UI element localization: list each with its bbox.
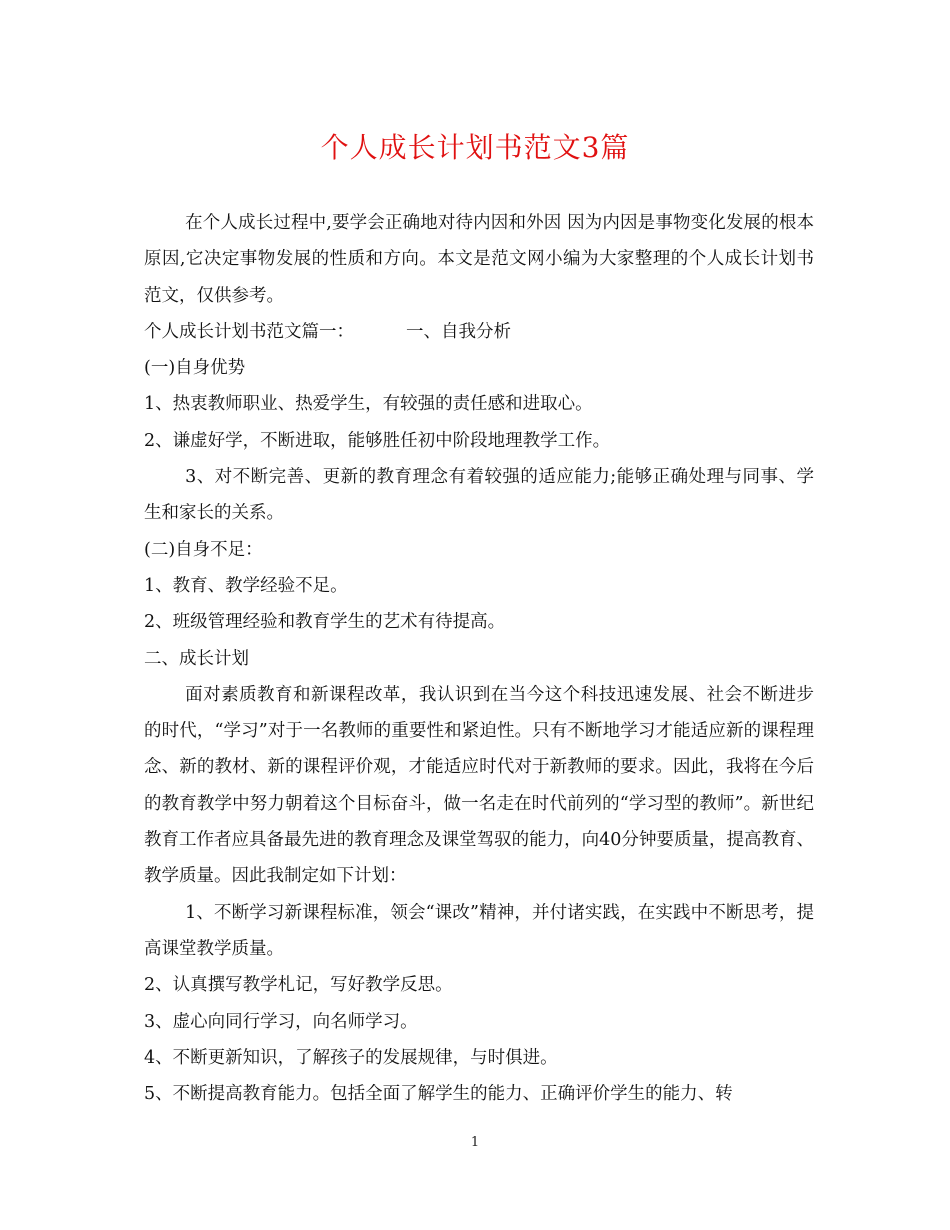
list-item: 1、不断学习新课程标准，领会“课改”精神，并付诸实践，在实践中不断思考，提高课堂教学质量。 — [144, 902, 814, 959]
page-number: 1 — [470, 1135, 480, 1150]
subheading: (二)自身不足： — [144, 539, 263, 560]
list-item: 4、不断更新知识，了解孩子的发展规律，与时俱进。 — [144, 1047, 558, 1068]
intro-paragraph: 在个人成长过程中,要学会正确地对待内因和外因 因为内因是事物变化发展的根本原因,它决定事物发展的性质和方向。本文是范文网小编为大家整理的个人成长计划书范文，仅供参考。 — [144, 213, 814, 306]
list-item: 2、谦虚好学，不断进取，能够胜任初中阶段地理教学工作。 — [144, 430, 611, 451]
section-heading: 一、自我分析 — [406, 321, 511, 342]
list-item: 3、对不断完善、更新的教育理念有着较强的适应能力;能够正确处理与同事、学生和家长的关系。 — [144, 467, 814, 524]
list-item: 1、教育、教学经验不足。 — [144, 575, 348, 596]
section-heading: 二、成长计划 — [144, 648, 249, 669]
list-item: 2、班级管理经验和教育学生的艺术有待提高。 — [144, 612, 506, 633]
section-heading-line — [144, 314, 814, 350]
list-item: 5、不断提高教育能力。包括全面了解学生的能力、正确评价学生的能力、转 — [144, 1084, 733, 1105]
document-title: 个人成长计划书范文3篇 — [320, 131, 630, 164]
chapter-heading: 个人成长计划书范文篇一： — [144, 321, 354, 342]
subheading: (一)自身优势 — [144, 358, 246, 379]
body-paragraph: 面对素质教育和新课程改革，我认识到在当今这个科技迅速发展、社会不断进步的时代，“学习”对于一名教师的重要性和紧迫性。只有不断地学习才能适应新的课程理念、新的教材、新的课程评价观，才能适应时代对于新教师的要求。因此，我将在今后的教育教学中努力朝着这个目标奋斗，做一名走在时代前列的“学习型的教师”。新世纪教育工作者应具备最先进的教育理念及课堂驾驭的能力，向40分钟要质量，提高教育、教学质量。因此我制定如下计划： — [144, 684, 814, 887]
list-item: 1、热衷教师职业、热爱学生，有较强的责任感和进取心。 — [144, 394, 593, 415]
document-body — [144, 205, 814, 1112]
list-item: 3、虚心向同行学习，向名师学习。 — [144, 1011, 418, 1032]
list-item: 2、认真撰写教学札记，写好教学反思。 — [144, 975, 453, 996]
